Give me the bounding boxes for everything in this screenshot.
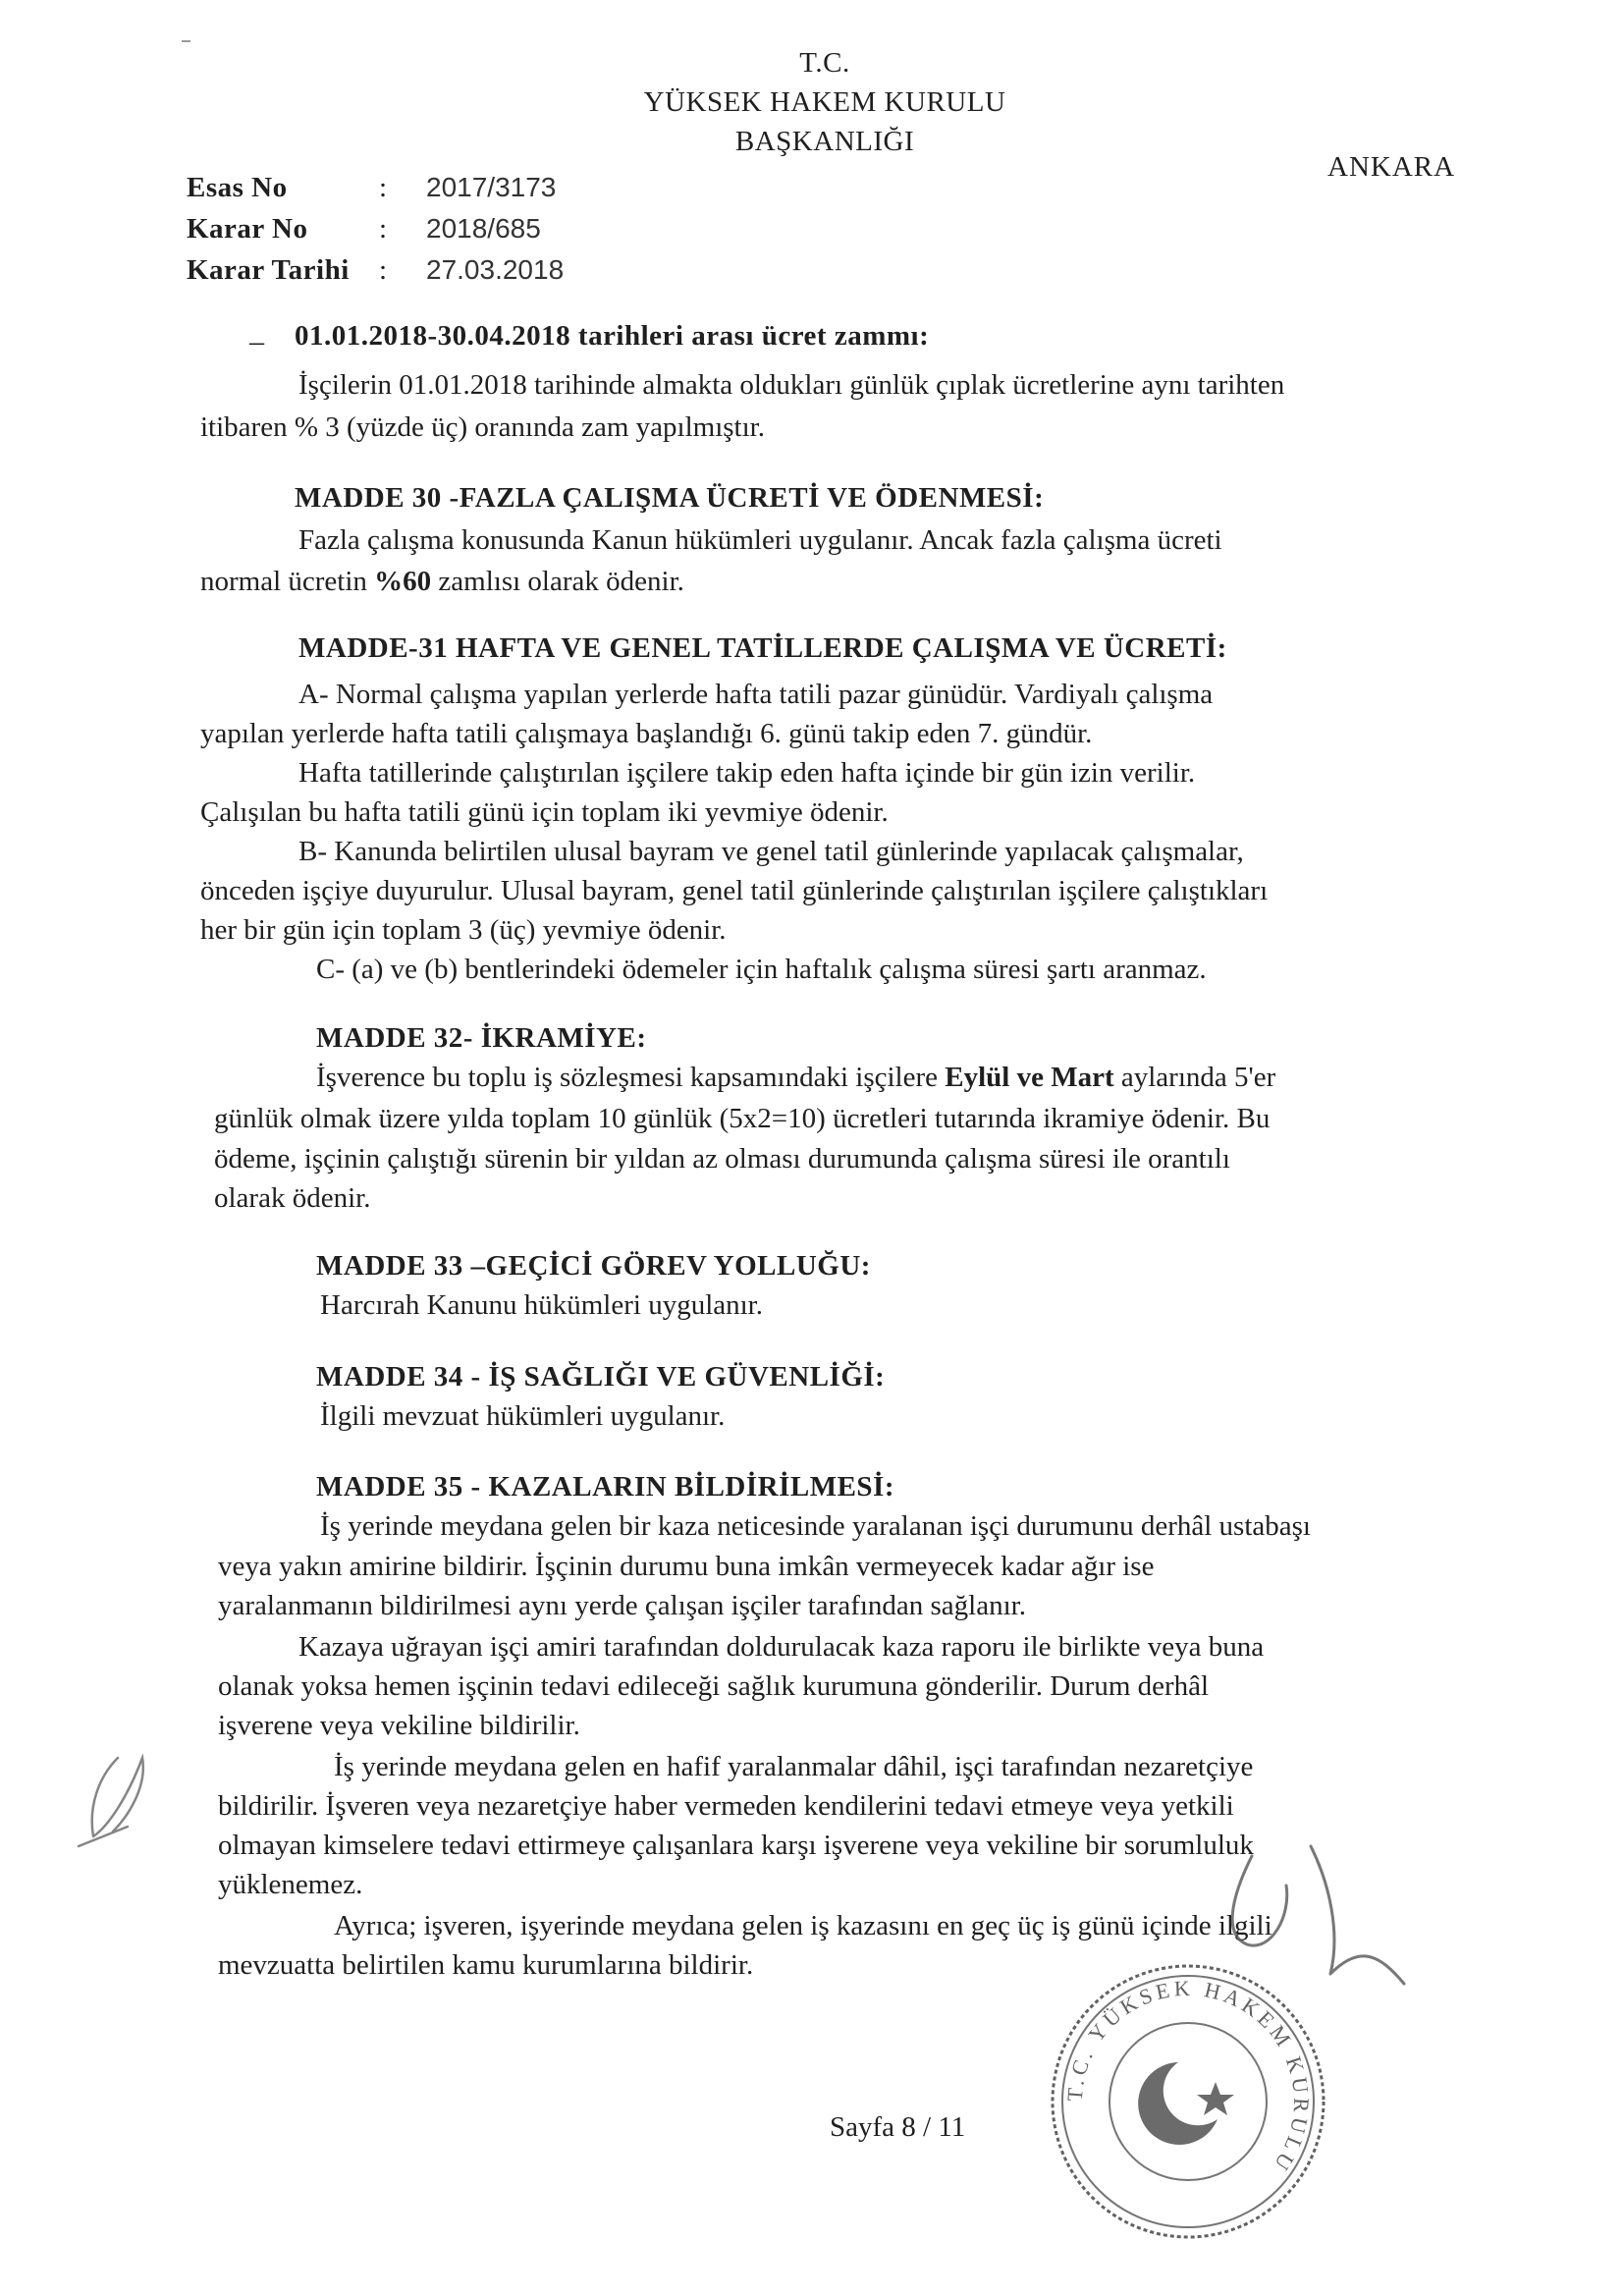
- paragraph-line: yüklenemez.: [218, 1869, 363, 1900]
- paragraph-line: olarak ödenir.: [214, 1182, 371, 1214]
- paragraph-line: her bir gün için toplam 3 (üç) yevmiye ödenir.: [200, 914, 727, 946]
- paragraph-line: İş yerinde meydana gelen bir kaza neticesinde yaralanan işçi durumunu derhâl ustabaşı: [320, 1510, 1311, 1542]
- case-info-colon: :: [379, 253, 388, 286]
- header-tc: T.C.: [799, 47, 850, 79]
- paragraph-line: İş yerinde meydana gelen en hafif yaralanmalar dâhil, işçi tarafından nezaretçiye: [334, 1751, 1254, 1782]
- paragraph-line: itibaren % 3 (yüzde üç) oranında zam yapılmıştır.: [200, 411, 765, 443]
- paragraph-line: İşçilerin 01.01.2018 tarihinde almakta oldukları günlük çıplak ücretlerine aynı tarihten: [298, 369, 1285, 401]
- signature: [1193, 1827, 1419, 1994]
- handwritten-mark: [59, 1738, 167, 1866]
- article-heading: MADDE 35 - KAZALARIN BİLDİRİLMESİ:: [316, 1471, 894, 1503]
- paragraph-line: yapılan yerlerde hafta tatili çalışmaya başlandığı 6. günü takip eden 7. gündür.: [200, 718, 1093, 749]
- case-info-label: Karar Tarihi: [187, 253, 350, 286]
- case-info-value: 2018/685: [426, 213, 541, 244]
- case-info-colon: :: [379, 171, 388, 203]
- text-run: İşverence bu toplu iş sözleşmesi kapsamındaki işçilere: [316, 1062, 946, 1093]
- paragraph-line: A- Normal çalışma yapılan yerlerde hafta tatili pazar günüdür. Vardiyalı çalışma: [298, 679, 1214, 710]
- paragraph-line: Ayrıca; işveren, işyerinde meydana gelen iş kazasını en geç üç iş günü içinde ilgili: [334, 1910, 1272, 1941]
- case-info-label: Karar No: [187, 212, 308, 245]
- case-info-value: 27.03.2018: [426, 254, 565, 285]
- paragraph-line: [316, 1061, 1275, 1094]
- paragraph-line: ödeme, işçinin çalıştığı sürenin bir yıldan az olması durumunda çalışma süresi ile orantılı: [214, 1143, 1230, 1175]
- text-run: zamlısı olarak ödenir.: [431, 566, 684, 597]
- paragraph-line: önceden işçiye duyurulur. Ulusal bayram, genel tatil günlerinde çalıştırılan işçilere çalıştıkları: [200, 875, 1269, 906]
- article-heading: MADDE 32- İKRAMİYE:: [316, 1022, 647, 1054]
- article-heading: MADDE 30 -FAZLA ÇALIŞMA ÜCRETİ VE ÖDENMESİ:: [295, 482, 1045, 514]
- case-info-value: 2017/3173: [426, 172, 557, 202]
- article-heading: MADDE 33 –GEÇİCİ GÖREV YOLLUĞU:: [316, 1250, 871, 1282]
- text-run-bold: Eylül ve Mart: [945, 1062, 1114, 1093]
- official-stamp: [1041, 1954, 1335, 2249]
- text-run: normal ücretin: [200, 566, 375, 597]
- wage-increase-heading: 01.01.2018-30.04.2018 tarihleri arası ücret zammı:: [295, 320, 930, 352]
- header-organization: YÜKSEK HAKEM KURULU: [643, 86, 1006, 118]
- text-run: aylarında 5'er: [1113, 1062, 1276, 1093]
- stamp-text: T.C. YÜKSEK HAKEM KURULU: [1061, 1975, 1315, 2178]
- case-info-label: Esas No: [187, 171, 288, 203]
- paragraph-line: C- (a) ve (b) bentlerindeki ödemeler için haftalık çalışma süresi şartı aranmaz.: [316, 954, 1207, 985]
- svg-text:T.C. YÜKSEK HAKEM KURULU: [1062, 1976, 1315, 2178]
- paragraph-line: Fazla çalışma konusunda Kanun hükümleri uygulanır. Ancak fazla çalışma ücreti: [298, 524, 1222, 556]
- article-heading: MADDE 34 - İŞ SAĞLIĞI VE GÜVENLİĞİ:: [316, 1361, 886, 1393]
- paragraph-line: yaralanmanın bildirilmesi aynı yerde çalışan işçiler tarafından sağlanır.: [218, 1590, 1026, 1621]
- page-number: Sayfa 8 / 11: [830, 2111, 966, 2143]
- case-info-colon: :: [379, 212, 388, 245]
- paragraph-line: veya yakın amirine bildirir. İşçinin durumu buna imkân vermeyecek kadar ağır ise: [218, 1551, 1155, 1582]
- paragraph-line: İlgili mevzuat hükümleri uygulanır.: [320, 1400, 726, 1432]
- paragraph-line: işverene veya vekiline bildirilir.: [218, 1710, 580, 1741]
- header-city: ANKARA: [1327, 151, 1456, 183]
- paragraph-line: Kazaya uğrayan işçi amiri tarafından doldurulacak kaza raporu ile birlikte veya buna: [298, 1631, 1265, 1663]
- list-dash: –: [249, 325, 264, 357]
- paragraph-line: olmayan kimselere tedavi ettirmeye çalışanlara karşı işverene veya vekiline bir sorumluluk: [218, 1830, 1254, 1861]
- paragraph-line: günlük olmak üzere yılda toplam 10 günlük (5x2=10) ücretleri tutarında ikramiye ödenir. Bu: [214, 1103, 1271, 1134]
- paragraph-line: Hafta tatillerinde çalıştırılan işçilere takip eden hafta içinde bir gün izin verilir.: [298, 757, 1196, 789]
- article-heading: MADDE-31 HAFTA VE GENEL TATİLLERDE ÇALIŞMA VE ÜCRETİ:: [298, 632, 1227, 664]
- paragraph-line: Harcırah Kanunu hükümleri uygulanır.: [320, 1289, 763, 1321]
- paragraph-line: bildirilir. İşveren veya nezaretçiye haber vermeden kendilerini tedavi etmeye veya yetkili: [218, 1790, 1234, 1822]
- paragraph-line: [200, 565, 684, 598]
- paragraph-line: olanak yoksa hemen işçinin tedavi edileceği sağlık kurumuna gönderilir. Durum derhâl: [218, 1670, 1210, 1702]
- paragraph-line: B- Kanunda belirtilen ulusal bayram ve genel tatil günlerinde yapılacak çalışmalar,: [298, 836, 1244, 867]
- paragraph-line: mevzuatta belirtilen kamu kurumlarına bildirir.: [218, 1949, 754, 1981]
- paragraph-line: Çalışılan bu hafta tatili günü için toplam iki yevmiye ödenir.: [200, 796, 889, 828]
- text-run-bold: %60: [374, 566, 432, 597]
- scan-mark: [177, 29, 196, 49]
- header-subtitle: BAŞKANLIĞI: [734, 126, 915, 157]
